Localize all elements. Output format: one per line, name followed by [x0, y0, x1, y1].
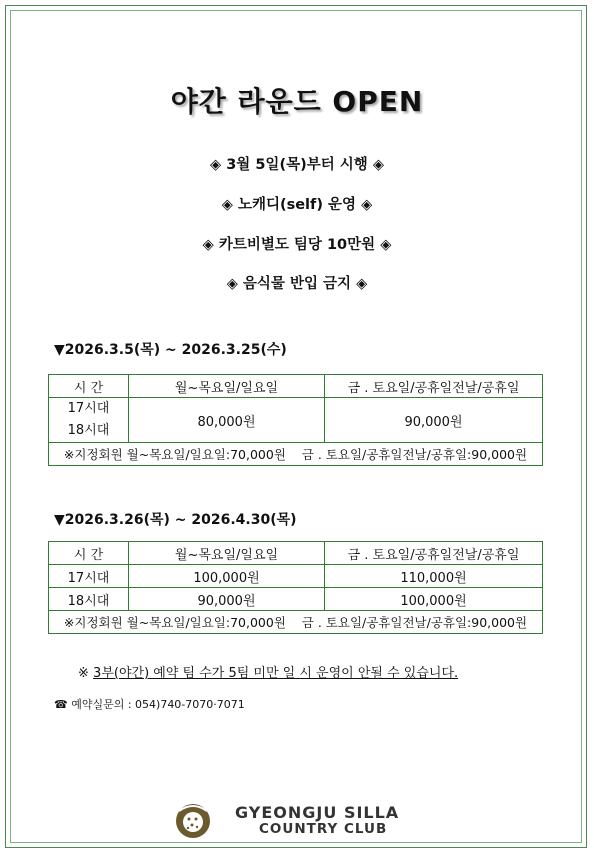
notice-no-caddie: ◈ 노캐디(self) 운영 ◈ [221, 197, 373, 213]
golf-ball-face-emblem-icon [173, 801, 215, 841]
time-cell: 18시대 [49, 588, 129, 611]
header-time: 시 간 [49, 375, 129, 398]
weekend-price: 110,000원 [325, 565, 543, 588]
time-18: 18시대 [67, 423, 110, 438]
header-weekday: 월~목요일/일요일 [129, 375, 325, 398]
table-header-row [49, 542, 543, 565]
notice-no-food: ◈ 음식물 반입 금지 ◈ [226, 276, 368, 292]
header-weekend: 금 . 토요일/공휴일전날/공휴일 [325, 375, 543, 398]
weekend-price: 90,000원 [325, 398, 543, 443]
member-note: ※지정회원 월~목요일/일요일:70,000원 금 . 토요일/공휴일전날/공휴일:90,000원 [49, 611, 543, 634]
weekday-price: 90,000원 [129, 588, 325, 611]
contact-info: ☎ 예약실문의 : 054)740-7070·7071 [54, 698, 245, 711]
logo-line2: COUNTRY CLUB [259, 821, 388, 837]
warning-note [78, 662, 458, 681]
period2-label: ▼2026.3.26(목) ~ 2026.4.30(목) [54, 512, 297, 528]
time-cell: 17시대 [49, 565, 129, 588]
time-cell [49, 398, 129, 443]
warning-mark: ※ [78, 666, 89, 681]
header-weekday: 월~목요일/일요일 [129, 542, 325, 565]
table-row [49, 588, 543, 611]
member-note-row [49, 611, 543, 634]
club-logo [173, 800, 423, 842]
notice-cart-fee: ◈ 카트비별도 팀당 10만원 ◈ [202, 237, 392, 253]
member-note-row [49, 443, 543, 466]
member-note: ※지정회원 월~목요일/일요일:70,000원 금 . 토요일/공휴일전날/공휴일:90,000원 [49, 443, 543, 466]
table-row [49, 398, 543, 443]
period1-rate-table [48, 374, 543, 466]
period1-label: ▼2026.3.5(목) ~ 2026.3.25(수) [54, 342, 287, 358]
weekday-price: 80,000원 [129, 398, 325, 443]
warning-text: 3부(야간) 예약 팀 수가 5팀 미만 일 시 운영이 안될 수 있습니다. [93, 666, 459, 681]
time-17: 17시대 [67, 401, 110, 416]
weekend-price: 100,000원 [325, 588, 543, 611]
header-weekend: 금 . 토요일/공휴일전날/공휴일 [325, 542, 543, 565]
page-title: 야간 라운드 OPEN [170, 85, 424, 118]
table-row [49, 565, 543, 588]
period2-rate-table [48, 541, 543, 634]
header-time: 시 간 [49, 542, 129, 565]
weekday-price: 100,000원 [129, 565, 325, 588]
notice-start-date: ◈ 3월 5일(목)부터 시행 ◈ [210, 157, 384, 173]
table-header-row [49, 375, 543, 398]
logo-line1: GYEONGJU SILLA [235, 803, 400, 822]
